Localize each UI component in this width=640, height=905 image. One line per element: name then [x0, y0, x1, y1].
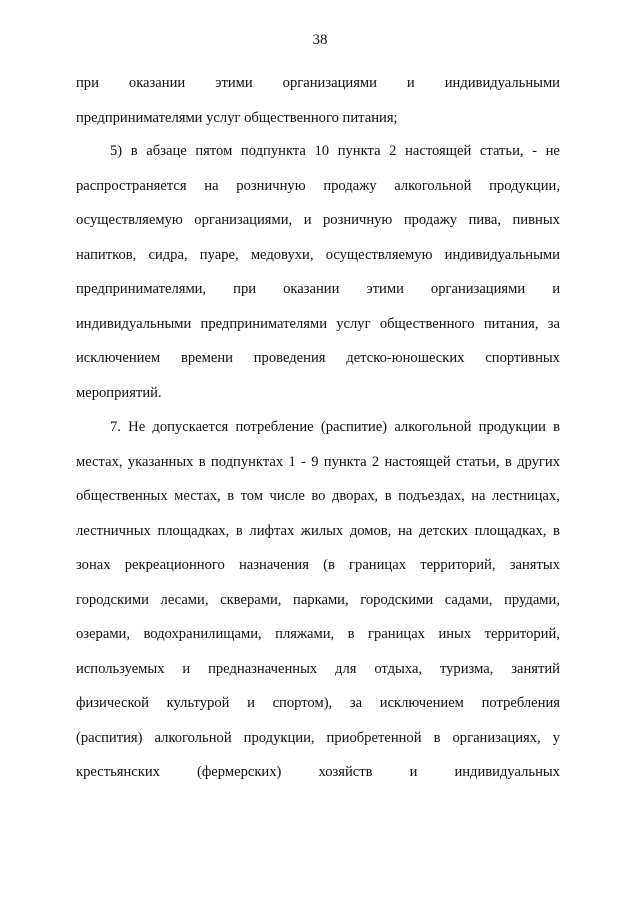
text-line: исключением времени проведения детско-юношеских спортивных	[76, 350, 560, 366]
text-line: осуществляемую организациями, и розничную продажу пива, пивных	[76, 212, 560, 228]
paragraph-2	[76, 134, 560, 410]
text-line: общественных местах, в том числе во дворах, в подъездах, на лестницах,	[76, 488, 560, 504]
text-line: физической культурой и спортом), за исключением потребления	[76, 695, 560, 711]
text-line: (распития) алкогольной продукции, приобретенной в организациях, у	[76, 729, 560, 746]
page-number: 38	[312, 32, 328, 48]
text-line: используемых и предназначенных для отдыха, туризма, занятий	[76, 660, 560, 677]
text-line: индивидуальными предпринимателями услуг общественного питания, за	[76, 315, 560, 332]
text-line: напитков, сидра, пуаре, медовухи, осуществляемую индивидуальными	[76, 246, 560, 263]
text-line: мероприятий.	[76, 384, 162, 401]
text-line: зонах рекреационного назначения (в границах территорий, занятых	[76, 557, 560, 573]
paragraph-1	[76, 66, 560, 135]
text-line: при оказании этими организациями и индивидуальными	[76, 75, 560, 91]
text-line: предпринимателями, при оказании этими организациями и	[76, 281, 560, 297]
text-line: 7. Не допускается потребление (распитие) алкогольной продукции в	[110, 419, 560, 435]
text-line: 5) в абзаце пятом подпункта 10 пункта 2 настоящей статьи, - не	[110, 143, 560, 159]
text-line: озерами, водохранилищами, пляжами, в границах иных территорий,	[76, 626, 560, 642]
text-line: городскими лесами, скверами, парками, городскими садами, прудами,	[76, 591, 560, 608]
text-line: предпринимателями услуг общественного питания;	[76, 109, 398, 126]
text-line: лестничных площадках, в лифтах жилых домов, на детских площадках, в	[76, 522, 560, 539]
text-line: распространяется на розничную продажу алкогольной продукции,	[76, 177, 560, 194]
text-line: местах, указанных в подпунктах 1 - 9 пункта 2 настоящей статьи, в других	[76, 453, 560, 470]
text-line: крестьянских (фермерских) хозяйств и индивидуальных	[76, 764, 560, 780]
paragraph-3	[76, 410, 560, 790]
